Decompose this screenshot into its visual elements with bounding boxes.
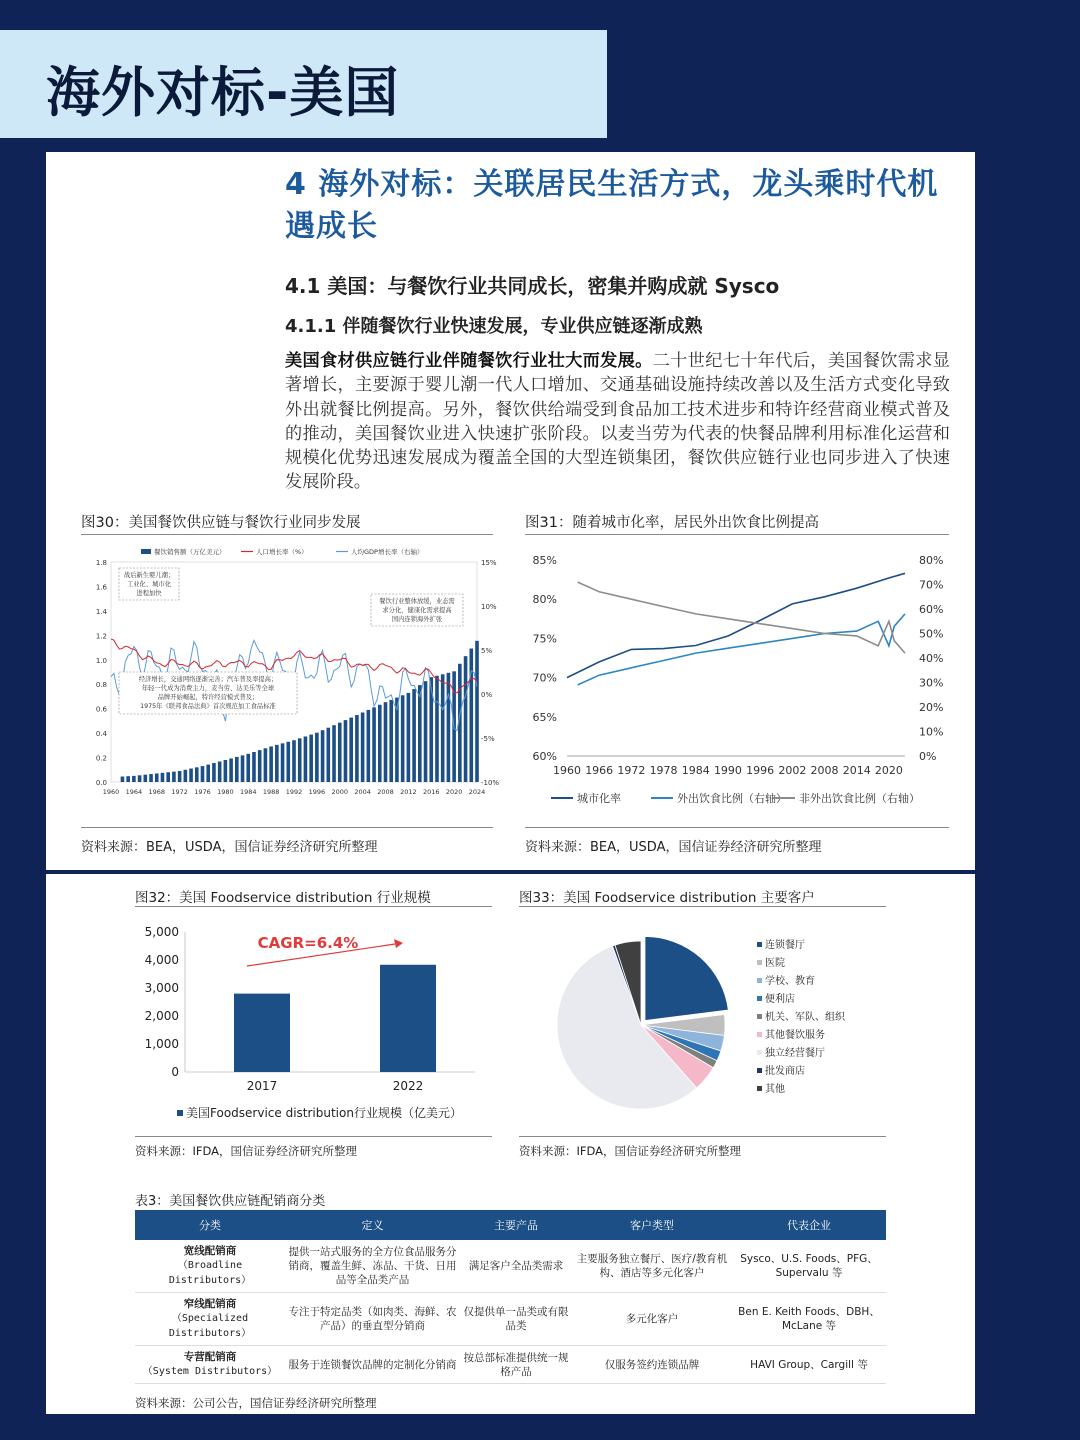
x-tick-label: 1978 (649, 764, 678, 777)
annotation-slowdown-text: 国内连锁海外扩张 (391, 616, 443, 623)
table3-cell-companies: Sysco、U.S. Foods、PFG、Supervalu 等 (732, 1240, 886, 1293)
category-en: （Broadline (177, 1260, 243, 1271)
right-tick-label: 50% (919, 627, 944, 641)
x-tick-label: 2024 (468, 788, 486, 796)
table3-cell-definition: 提供一站式服务的全方位食品服务分销商，覆盖生鲜、冻品、干货、日用品等全品类产品 (285, 1240, 460, 1293)
x-tick-label: 2002 (778, 764, 807, 777)
sales-bar (321, 730, 325, 782)
sales-bar (418, 685, 422, 782)
left-tick-label: 80% (532, 593, 557, 607)
left-tick-label: 0.0 (95, 779, 107, 787)
x-tick-label: 2008 (377, 788, 394, 796)
sales-bar (401, 695, 405, 782)
x-tick-label: 1996 (746, 764, 775, 777)
table3-title: 表3：美国餐饮供应链配销商分类 (135, 1194, 326, 1209)
sales-bar (361, 712, 365, 782)
subsection-title: 4.1 美国：与餐饮行业共同成长，密集并购成就 Sysco (285, 274, 780, 298)
legend-swatch (757, 1014, 762, 1019)
x-tick-label: 1996 (308, 788, 326, 796)
legend-swatch (757, 1050, 762, 1055)
sales-bar (229, 758, 233, 782)
legend-swatch-sales (141, 549, 151, 554)
sales-bar (132, 776, 136, 782)
left-tick-label: 65% (532, 710, 557, 724)
left-tick-label: 75% (532, 632, 557, 646)
sales-bar (172, 772, 176, 782)
sales-bar (332, 725, 336, 782)
sales-bar (298, 738, 302, 782)
legend-label: 学校、教育 (765, 976, 815, 987)
fig33-bottom-rule (519, 1136, 886, 1137)
x-tick-label: 1966 (585, 764, 614, 777)
sales-bar (372, 707, 376, 782)
table3-header: 代表企业 (732, 1210, 886, 1240)
sales-bar (378, 705, 382, 782)
sales-bar (121, 777, 125, 783)
legend-swatch (757, 1032, 762, 1037)
category-name: 专营配销商 (183, 1351, 237, 1363)
left-tick-label: 0.2 (95, 754, 107, 763)
x-tick-label: 1972 (171, 788, 188, 796)
table3-cell-customers: 主要服务独立餐厅、医疗/教育机构、酒店等多元化客户 (572, 1240, 732, 1293)
x-tick-label: 2017 (246, 1079, 278, 1093)
body-paragraph (285, 349, 950, 495)
sales-bar (344, 720, 348, 782)
sales-bar (189, 769, 193, 782)
paragraph-lead: 美国食材供应链行业伴随餐饮行业壮大而发展。 (285, 351, 653, 371)
left-tick-label: 1.4 (95, 607, 107, 616)
left-tick-label: 0.8 (95, 681, 107, 690)
subsubsection-title: 4.1.1 伴随餐饮行业快速发展，专业供应链逐渐成熟 (285, 316, 703, 337)
legend-label: 连锁餐厅 (765, 940, 805, 951)
legend-label: 城市化率 (577, 792, 621, 805)
legend-label: 独立经营餐厅 (765, 1048, 825, 1059)
table-row (135, 1293, 886, 1346)
sales-bar (224, 760, 228, 782)
table3-cell-customers: 仅服务签约连锁品牌 (572, 1346, 732, 1384)
pie-slice (645, 936, 728, 1020)
right-tick-label: -5% (481, 735, 495, 743)
sales-bar (292, 740, 296, 782)
y-tick-label: 1,000 (144, 1037, 179, 1051)
fig32-source: 资料来源：IFDA，国信证券经济研究所整理 (135, 1144, 358, 1158)
sales-bar (309, 735, 313, 782)
fig31-title: 图31：随着城市化率，居民外出饮食比例提高 (525, 515, 819, 531)
legend-swatch (757, 978, 762, 983)
table3-cell-definition: 服务于连锁餐饮品牌的定制化分销商 (285, 1346, 460, 1384)
table3-cell-category (135, 1346, 285, 1384)
y-tick-label: 5,000 (144, 925, 179, 939)
fig32-title: 图32：美国 Foodservice distribution 行业规模 (135, 890, 431, 906)
right-tick-label: 80% (919, 554, 944, 567)
legend-label: 其他餐饮服务 (765, 1030, 825, 1041)
table3 (135, 1210, 886, 1384)
x-tick-label: 2014 (842, 764, 871, 777)
x-tick-label: 2008 (810, 764, 839, 777)
sales-bar (475, 641, 479, 782)
x-tick-label: 2012 (400, 788, 417, 796)
y-tick-label: 0 (171, 1065, 179, 1079)
x-tick-label: 2022 (392, 1079, 424, 1093)
legend-swatch (757, 1086, 762, 1091)
sales-bar (246, 754, 250, 782)
right-tick-label: 10% (481, 603, 497, 611)
sales-bar (241, 755, 245, 782)
legend-label: 人口增长率（%） (256, 548, 308, 556)
x-tick-label: 1990 (713, 764, 742, 777)
legend-swatch (757, 996, 762, 1001)
category-name: 窄线配销商 (183, 1298, 237, 1310)
right-tick-label: 15% (481, 559, 497, 567)
table3-cell-category (135, 1240, 285, 1293)
table3-cell-companies: Ben E. Keith Foods、DBH、McLane 等 (732, 1293, 886, 1346)
banner-title: 海外对标-美国 (46, 61, 400, 124)
table3-cell-category (135, 1293, 285, 1346)
left-tick-label: 1.2 (95, 632, 107, 641)
sales-bar (166, 772, 170, 782)
sales-bar (441, 674, 445, 782)
sales-bar (155, 773, 159, 782)
right-tick-label: 0% (919, 750, 937, 763)
sales-bar (195, 767, 199, 782)
table3-header-row (135, 1210, 886, 1240)
annotation-growth-text: 经济增长，交通网络逐渐完善；汽车普及率提高； (138, 676, 278, 683)
sales-bar (201, 766, 205, 782)
series-line-2 (578, 582, 905, 653)
sales-bar (338, 723, 342, 782)
x-tick-label: 2020 (445, 788, 463, 796)
annotation-babyboom-text: 战后新生婴儿潮； (123, 572, 175, 579)
table3-cell-customers: 多元化客户 (572, 1293, 732, 1346)
sales-bar (349, 718, 353, 782)
right-tick-label: 10% (919, 725, 944, 739)
annotation-growth-text: 品牌开始崛起，特许经营模式普及； (157, 694, 259, 701)
x-tick-label: 2016 (422, 788, 440, 796)
sales-bar (447, 673, 451, 782)
sales-bar (389, 700, 393, 782)
table3-cell-definition: 专注于特定品类（如肉类、海鲜、农产品）的垂直型分销商 (285, 1293, 460, 1346)
left-tick-label: 60% (532, 750, 557, 763)
sales-bar (161, 773, 165, 782)
fig31-chart (525, 542, 949, 814)
table3-header: 主要产品 (460, 1210, 572, 1240)
sales-bar (149, 774, 153, 782)
legend-label: 外出饮食比例（右轴） (677, 792, 787, 805)
right-tick-label: 20% (919, 701, 944, 714)
fig32-top-rule (135, 906, 492, 907)
y-tick-label: 3,000 (144, 981, 179, 995)
legend-label: 人均GDP增长率（右轴） (351, 548, 424, 556)
x-tick-label: 1980 (217, 788, 234, 796)
left-tick-label: 0.4 (95, 730, 107, 739)
right-tick-label: 70% (919, 578, 944, 592)
x-tick-label: 1972 (617, 764, 646, 777)
sales-bar (407, 693, 411, 782)
x-tick-label: 1964 (125, 788, 143, 796)
x-tick-label: 1992 (285, 788, 303, 796)
annotation-slowdown-text: 餐饮行业整体放缓，业态需 (379, 598, 455, 605)
sales-bar (218, 762, 222, 782)
sales-bar (126, 776, 130, 782)
left-tick-label: 70% (532, 671, 557, 685)
sales-bar (235, 757, 239, 782)
legend-swatch (757, 960, 762, 965)
annotation-slowdown-text: 求分化，健康化需求提高 (382, 607, 452, 614)
table3-cell-products: 仅提供单一品类或有限品类 (460, 1293, 572, 1346)
section-title: 4 海外对标：关联居民生活方式，龙头乘时代机遇成长 (285, 167, 939, 244)
fig33-title: 图33：美国 Foodservice distribution 主要客户 (519, 890, 815, 906)
annotation-babyboom-text: 进程加快 (136, 590, 162, 597)
fig33-top-rule (519, 906, 886, 907)
sales-bar (269, 746, 273, 782)
x-tick-label: 1984 (239, 788, 257, 796)
category-en: （System Distributors） (142, 1366, 278, 1377)
fig30-bottom-rule (81, 827, 493, 828)
cagr-label: CAGR=6.4% (257, 934, 359, 952)
sales-bar (264, 748, 268, 782)
legend-label: 餐饮销售额（万亿美元） (154, 548, 226, 556)
left-tick-label: 1.6 (95, 583, 107, 592)
x-tick-label: 2020 (874, 764, 903, 777)
fig30-source: 资料来源：BEA，USDA，国信证券经济研究所整理 (81, 840, 378, 855)
x-tick-label: 1960 (553, 764, 581, 777)
left-tick-label: 1.8 (95, 559, 107, 567)
sales-bar (412, 689, 416, 782)
report-page-1 (46, 152, 975, 870)
table3-cell-companies: HAVI Group、Cargill 等 (732, 1346, 886, 1384)
right-tick-label: -10% (481, 779, 500, 787)
sales-bar (424, 681, 428, 782)
sales-bar (384, 702, 388, 782)
bar (380, 965, 436, 1072)
sales-bar (469, 649, 473, 782)
category-name: 宽线配销商 (183, 1245, 237, 1257)
legend-label: 便利店 (765, 994, 795, 1005)
legend-swatch (757, 1068, 762, 1073)
fig33-source: 资料来源：IFDA，国信证券经济研究所整理 (519, 1144, 742, 1158)
fig30-chart (81, 542, 500, 814)
sales-bar (178, 771, 182, 782)
table-row (135, 1346, 886, 1384)
table3-cell-products: 满足客户全品类需求 (460, 1240, 572, 1293)
sales-bar (367, 710, 371, 782)
x-tick-label: 1976 (194, 788, 211, 796)
x-tick-label: 1960 (102, 788, 120, 796)
annotation-babyboom-text: 工业化、城市化 (126, 581, 172, 588)
annotation-growth-text: 年轻一代成为消费主力，麦当劳、达美乐等全球 (141, 685, 275, 692)
sales-bar (206, 765, 210, 782)
fig30-title: 图30：美国餐饮供应链与餐饮行业同步发展 (81, 515, 361, 531)
sales-bar (184, 770, 188, 782)
left-tick-label: 1.0 (95, 656, 107, 665)
legend-swatch (177, 1110, 183, 1116)
legend-label: 机关、军队、组织 (765, 1012, 845, 1023)
right-tick-label: 5% (481, 647, 493, 655)
annotation-growth-text: 1975年《联邦食品法典》首次规范加工食品标准 (140, 703, 276, 710)
title-banner (0, 30, 607, 138)
sales-bar (315, 733, 319, 782)
fig31-top-rule (525, 534, 949, 535)
sales-bar (144, 775, 148, 782)
right-tick-label: 30% (919, 676, 944, 690)
paragraph-body: 二十世纪七十年代后，美国餐饮需求显著增长，主要源于婴儿潮一代人口增加、交通基础设施持续改善以及生活方式变化导致外出就餐比例提高。另外，餐饮供给端受到食品加工技术进步和特许经营商业模式普及的推动，美国餐饮业进入快速扩张阶段。以麦当劳为代表的快餐品牌利用标准化运营和规模化优势迅速发展成为覆盖全国的大型连锁集团，餐饮供应链行业也同步进入了快速发展阶段。 (285, 351, 950, 493)
x-tick-label: 1988 (262, 788, 280, 796)
right-tick-label: 40% (919, 652, 944, 665)
fig31-source: 资料来源：BEA，USDA，国信证券经济研究所整理 (525, 840, 822, 855)
right-tick-label: 60% (919, 603, 944, 616)
cagr-arrow-head (394, 939, 403, 948)
legend-label: 医院 (765, 958, 785, 969)
x-tick-label: 2000 (331, 788, 349, 796)
sales-bar (286, 742, 290, 782)
report-page-2 (46, 874, 975, 1414)
sales-bar (355, 715, 359, 782)
series-line-1 (578, 614, 905, 685)
legend-swatch (757, 942, 762, 947)
sales-bar (212, 763, 216, 782)
table3-header: 分类 (135, 1210, 285, 1240)
sales-bar (435, 676, 439, 782)
category-en: （Specialized (171, 1313, 249, 1324)
table3-cell-products: 按总部标准提供统一规格产品 (460, 1346, 572, 1384)
legend-label: 批发商店 (765, 1066, 805, 1077)
fig33-chart (519, 914, 886, 1134)
category-en: Distributors） (168, 1275, 252, 1286)
table3-header: 定义 (285, 1210, 460, 1240)
sales-bar (275, 745, 279, 782)
category-en: Distributors） (168, 1328, 252, 1339)
sales-bar (327, 728, 331, 782)
x-tick-label: 1984 (681, 764, 710, 777)
x-tick-label: 1968 (148, 788, 166, 796)
table3-source: 资料来源：公司公告，国信证券经济研究所整理 (135, 1396, 377, 1410)
sales-bar (281, 743, 285, 782)
right-tick-label: 0% (481, 691, 493, 699)
legend-label: 非外出饮食比例（右轴） (799, 792, 920, 805)
sales-bar (464, 656, 468, 782)
series-line-0 (567, 573, 905, 677)
x-tick-label: 2004 (354, 788, 371, 796)
sales-bar (304, 736, 308, 782)
y-tick-label: 4,000 (144, 953, 179, 967)
fig32-bottom-rule (135, 1136, 492, 1137)
legend-label: 美国Foodservice distribution行业规模（亿美元） (186, 1106, 462, 1120)
sales-bar (258, 750, 262, 782)
table-row (135, 1240, 886, 1293)
bar (234, 994, 290, 1072)
fig30-top-rule (81, 534, 493, 535)
left-tick-label: 0.6 (95, 705, 107, 714)
sales-bar (252, 752, 256, 782)
y-tick-label: 2,000 (144, 1009, 179, 1023)
legend-label: 其他 (765, 1084, 785, 1095)
table3-header: 客户类型 (572, 1210, 732, 1240)
sales-bar (138, 775, 142, 782)
fig31-bottom-rule (525, 827, 949, 828)
fig32-chart (135, 914, 492, 1134)
left-tick-label: 85% (532, 554, 557, 567)
